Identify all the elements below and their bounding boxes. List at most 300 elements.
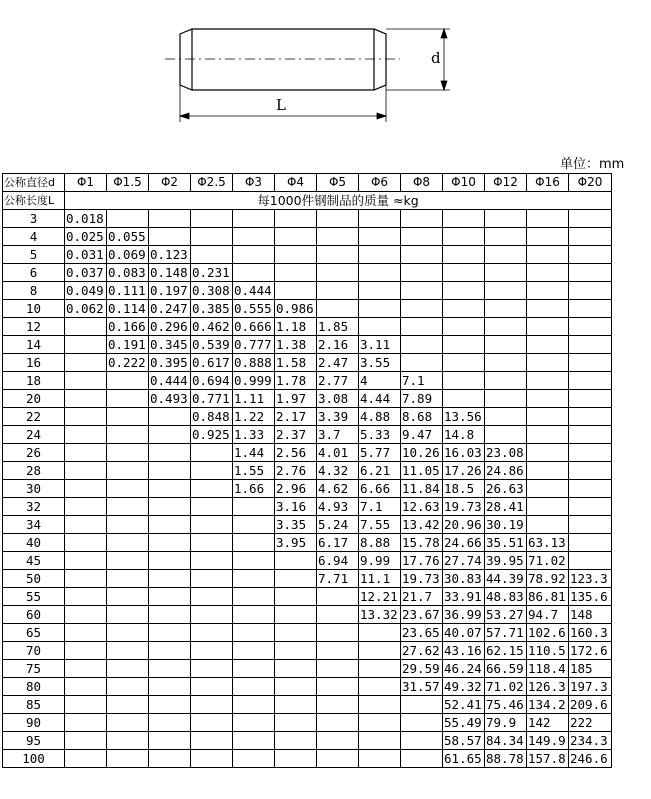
mass-cell [191, 228, 233, 246]
mass-cell [275, 282, 317, 300]
mass-cell [233, 696, 275, 714]
mass-cell [569, 534, 612, 552]
mass-cell [65, 552, 107, 570]
mass-cell: 2.16 [317, 336, 359, 354]
mass-cell: 27.62 [401, 642, 443, 660]
mass-cell: 43.16 [443, 642, 485, 660]
length-cell: 10 [3, 300, 65, 318]
mass-cell [233, 228, 275, 246]
mass-cell: 0.925 [191, 426, 233, 444]
mass-cell: 55.49 [443, 714, 485, 732]
mass-cell: 126.3 [527, 678, 569, 696]
mass-cell: 0.114 [107, 300, 149, 318]
mass-cell: 2.17 [275, 408, 317, 426]
mass-cell: 36.99 [443, 606, 485, 624]
mass-cell: 71.02 [527, 552, 569, 570]
mass-cell [65, 678, 107, 696]
mass-cell: 0.444 [233, 282, 275, 300]
unit-label: 单位：mm [560, 157, 625, 172]
mass-cell [275, 642, 317, 660]
mass-cell [359, 210, 401, 228]
mass-cell: 5.33 [359, 426, 401, 444]
mass-cell [149, 426, 191, 444]
mass-cell: 0.308 [191, 282, 233, 300]
table-row [3, 552, 612, 570]
mass-cell [527, 264, 569, 282]
mass-cell [107, 624, 149, 642]
mass-cell: 31.57 [401, 678, 443, 696]
mass-cell [65, 390, 107, 408]
mass-cell [191, 588, 233, 606]
mass-cell [401, 750, 443, 768]
mass-cell: 246.6 [569, 750, 612, 768]
table-row [3, 246, 612, 264]
mass-cell: 30.19 [485, 516, 527, 534]
mass-cell: 222 [569, 714, 612, 732]
mass-cell [527, 246, 569, 264]
mass-cell: 75.46 [485, 696, 527, 714]
table-row [3, 516, 612, 534]
mass-cell: 1.97 [275, 390, 317, 408]
mass-cell [443, 246, 485, 264]
mass-cell [233, 660, 275, 678]
mass-cell: 14.8 [443, 426, 485, 444]
mass-cell [443, 318, 485, 336]
mass-cell [191, 444, 233, 462]
length-cell: 22 [3, 408, 65, 426]
mass-cell [233, 606, 275, 624]
mass-cell: 23.67 [401, 606, 443, 624]
length-cell: 80 [3, 678, 65, 696]
mass-cell [359, 300, 401, 318]
mass-cell: 172.6 [569, 642, 612, 660]
mass-cell [107, 732, 149, 750]
table-row [3, 714, 612, 732]
mass-cell [191, 732, 233, 750]
table-row [3, 642, 612, 660]
mass-cell: 142 [527, 714, 569, 732]
mass-cell [527, 516, 569, 534]
mass-cell [107, 570, 149, 588]
mass-cell [65, 588, 107, 606]
mass-cell [317, 750, 359, 768]
mass-cell: 24.66 [443, 534, 485, 552]
mass-cell [569, 498, 612, 516]
mass-cell [401, 264, 443, 282]
mass-cell [107, 426, 149, 444]
mass-cell [233, 498, 275, 516]
mass-cell: 4 [359, 372, 401, 390]
mass-cell [485, 408, 527, 426]
mass-cell: 79.9 [485, 714, 527, 732]
diameter-header: Φ4 [275, 174, 317, 192]
mass-cell: 0.539 [191, 336, 233, 354]
mass-cell [443, 354, 485, 372]
mass-cell [443, 210, 485, 228]
mass-cell: 21.7 [401, 588, 443, 606]
mass-cell [317, 246, 359, 264]
mass-cell [527, 462, 569, 480]
mass-cell [527, 408, 569, 426]
table-row [3, 210, 612, 228]
mass-cell [191, 660, 233, 678]
mass-cell [233, 624, 275, 642]
pin-body [180, 29, 386, 90]
table-row [3, 732, 612, 750]
mass-cell: 1.18 [275, 318, 317, 336]
length-cell: 4 [3, 228, 65, 246]
mass-cell [233, 570, 275, 588]
mass-cell [149, 210, 191, 228]
mass-cell [233, 732, 275, 750]
mass-cell: 185 [569, 660, 612, 678]
mass-cell: 39.95 [485, 552, 527, 570]
mass-cell: 2.77 [317, 372, 359, 390]
mass-cell [107, 210, 149, 228]
mass-cell [527, 426, 569, 444]
mass-cell [527, 228, 569, 246]
mass-cell [569, 462, 612, 480]
mass-cell [275, 570, 317, 588]
mass-cell: 5.77 [359, 444, 401, 462]
mass-cell: 62.15 [485, 642, 527, 660]
mass-cell [401, 300, 443, 318]
mass-cell: 4.88 [359, 408, 401, 426]
diameter-label: d [431, 49, 441, 67]
mass-cell: 2.37 [275, 426, 317, 444]
mass-cell [149, 408, 191, 426]
mass-cell [485, 354, 527, 372]
header-row [3, 174, 612, 192]
mass-cell: 44.39 [485, 570, 527, 588]
mass-cell: 3.39 [317, 408, 359, 426]
mass-cell [527, 318, 569, 336]
mass-cell [569, 336, 612, 354]
mass-cell [569, 300, 612, 318]
table-row [3, 444, 612, 462]
mass-cell [317, 696, 359, 714]
mass-cell [317, 228, 359, 246]
mass-cell: 0.231 [191, 264, 233, 282]
mass-cell: 0.345 [149, 336, 191, 354]
mass-cell [191, 750, 233, 768]
mass-cell [65, 372, 107, 390]
mass-cell [317, 624, 359, 642]
mass-cell: 17.26 [443, 462, 485, 480]
mass-cell [107, 408, 149, 426]
table-row [3, 300, 612, 318]
mass-cell [191, 246, 233, 264]
length-cell: 70 [3, 642, 65, 660]
length-cell: 32 [3, 498, 65, 516]
mass-cell: 3.16 [275, 498, 317, 516]
mass-cell: 1.55 [233, 462, 275, 480]
mass-cell: 3.95 [275, 534, 317, 552]
mass-cell: 66.59 [485, 660, 527, 678]
mass-cell: 118.4 [527, 660, 569, 678]
mass-cell [569, 354, 612, 372]
mass-cell [191, 624, 233, 642]
length-cell: 75 [3, 660, 65, 678]
corner-label: 公称直径d [3, 174, 65, 192]
length-cell: 3 [3, 210, 65, 228]
mass-cell: 9.47 [401, 426, 443, 444]
mass-cell [569, 210, 612, 228]
mass-cell [569, 516, 612, 534]
mass-cell [359, 282, 401, 300]
mass-cell: 0.123 [149, 246, 191, 264]
mass-cell [149, 678, 191, 696]
mass-cell: 0.222 [107, 354, 149, 372]
mass-cell [485, 390, 527, 408]
mass-cell [401, 210, 443, 228]
mass-cell: 0.055 [107, 228, 149, 246]
mass-cell: 134.2 [527, 696, 569, 714]
mass-cell [401, 228, 443, 246]
length-cell: 60 [3, 606, 65, 624]
mass-cell: 3.55 [359, 354, 401, 372]
length-cell: 55 [3, 588, 65, 606]
mass-cell [107, 516, 149, 534]
mass-cell [485, 336, 527, 354]
mass-cell [107, 696, 149, 714]
mass-cell [233, 714, 275, 732]
mass-cell: 1.44 [233, 444, 275, 462]
mass-cell [149, 606, 191, 624]
mass-cell: 0.111 [107, 282, 149, 300]
mass-cell: 6.21 [359, 462, 401, 480]
mass-cell [65, 480, 107, 498]
diameter-header: Φ8 [401, 174, 443, 192]
mass-cell [149, 480, 191, 498]
mass-cell [149, 516, 191, 534]
mass-cell: 4.62 [317, 480, 359, 498]
mass-cell [401, 282, 443, 300]
mass-cell: 3.35 [275, 516, 317, 534]
length-cell: 16 [3, 354, 65, 372]
mass-cell [527, 336, 569, 354]
mass-cell: 49.32 [443, 678, 485, 696]
pin-drawing [0, 0, 651, 150]
mass-cell: 7.55 [359, 516, 401, 534]
mass-cell [275, 624, 317, 642]
table-row [3, 480, 612, 498]
mass-cell: 57.71 [485, 624, 527, 642]
mass-cell: 0.666 [233, 318, 275, 336]
mass-cell [233, 246, 275, 264]
length-cell: 85 [3, 696, 65, 714]
length-cell: 6 [3, 264, 65, 282]
length-cell: 40 [3, 534, 65, 552]
diameter-header: Φ2 [149, 174, 191, 192]
mass-cell [149, 660, 191, 678]
mass-cell: 78.92 [527, 570, 569, 588]
mass-cell: 27.74 [443, 552, 485, 570]
mass-cell [65, 426, 107, 444]
mass-cell [485, 318, 527, 336]
mass-cell [569, 264, 612, 282]
length-cell: 5 [3, 246, 65, 264]
diameter-header: Φ3 [233, 174, 275, 192]
mass-cell: 30.83 [443, 570, 485, 588]
mass-cell [65, 660, 107, 678]
diameter-header: Φ16 [527, 174, 569, 192]
mass-cell [107, 552, 149, 570]
mass-cell: 0.999 [233, 372, 275, 390]
mass-cell [317, 210, 359, 228]
mass-cell [107, 480, 149, 498]
length-cell: 30 [3, 480, 65, 498]
mass-cell [65, 570, 107, 588]
mass-cell [527, 444, 569, 462]
mass-cell [149, 228, 191, 246]
length-cell: 8 [3, 282, 65, 300]
diameter-header: Φ5 [317, 174, 359, 192]
mass-cell: 0.385 [191, 300, 233, 318]
mass-cell [107, 498, 149, 516]
mass-cell [149, 462, 191, 480]
length-label: L [276, 96, 286, 114]
mass-cell [65, 408, 107, 426]
length-cell: 14 [3, 336, 65, 354]
mass-cell [317, 642, 359, 660]
mass-cell [317, 660, 359, 678]
mass-cell: 6.17 [317, 534, 359, 552]
mass-cell [65, 318, 107, 336]
mass-cell [233, 552, 275, 570]
mass-cell [107, 678, 149, 696]
mass-cell [65, 534, 107, 552]
mass-cell [149, 498, 191, 516]
length-cell: 20 [3, 390, 65, 408]
mass-cell [107, 372, 149, 390]
mass-cell [569, 552, 612, 570]
mass-cell: 0.037 [65, 264, 107, 282]
mass-cell: 8.68 [401, 408, 443, 426]
mass-cell [275, 228, 317, 246]
mass-cell: 4.44 [359, 390, 401, 408]
mass-cell: 197.3 [569, 678, 612, 696]
mass-cell: 71.02 [485, 678, 527, 696]
mass-cell [527, 390, 569, 408]
mass-cell: 3.7 [317, 426, 359, 444]
mass-cell [107, 750, 149, 768]
mass-cell: 4.32 [317, 462, 359, 480]
mass-cell [65, 444, 107, 462]
length-cell: 45 [3, 552, 65, 570]
mass-cell: 0.617 [191, 354, 233, 372]
mass-cell [149, 750, 191, 768]
mass-cell [65, 498, 107, 516]
mass-cell: 40.07 [443, 624, 485, 642]
mass-cell: 18.5 [443, 480, 485, 498]
mass-cell: 4.01 [317, 444, 359, 462]
mass-cell: 94.7 [527, 606, 569, 624]
mass-cell [149, 444, 191, 462]
mass-cell: 0.888 [233, 354, 275, 372]
mass-cell [107, 714, 149, 732]
mass-cell [149, 624, 191, 642]
mass-cell [107, 390, 149, 408]
mass-cell [191, 462, 233, 480]
mass-cell: 63.13 [527, 534, 569, 552]
mass-cell [191, 498, 233, 516]
length-cell: 65 [3, 624, 65, 642]
mass-cell: 0.694 [191, 372, 233, 390]
mass-cell [65, 336, 107, 354]
mass-cell: 58.57 [443, 732, 485, 750]
table-caption: 每1000件钢制品的质量 ≈kg [65, 192, 612, 210]
mass-cell [401, 318, 443, 336]
mass-cell: 2.56 [275, 444, 317, 462]
mass-cell [317, 264, 359, 282]
length-cell: 90 [3, 714, 65, 732]
mass-cell [485, 246, 527, 264]
mass-cell: 6.94 [317, 552, 359, 570]
mass-cell [107, 444, 149, 462]
mass-cell [275, 264, 317, 282]
mass-cell [443, 372, 485, 390]
table-row [3, 264, 612, 282]
mass-cell: 29.59 [401, 660, 443, 678]
mass-cell [569, 480, 612, 498]
mass-cell [359, 696, 401, 714]
mass-cell [233, 516, 275, 534]
mass-cell: 0.555 [233, 300, 275, 318]
mass-cell [317, 588, 359, 606]
mass-cell [359, 678, 401, 696]
mass-cell [191, 480, 233, 498]
mass-cell [191, 210, 233, 228]
diameter-header: Φ12 [485, 174, 527, 192]
mass-cell: 13.56 [443, 408, 485, 426]
mass-cell [443, 300, 485, 318]
length-cell: 100 [3, 750, 65, 768]
mass-cell [275, 552, 317, 570]
mass-cell: 13.32 [359, 606, 401, 624]
mass-cell: 0.191 [107, 336, 149, 354]
mass-cell [149, 696, 191, 714]
table-row [3, 588, 612, 606]
mass-cell [569, 246, 612, 264]
mass-cell: 0.395 [149, 354, 191, 372]
mass-cell [149, 732, 191, 750]
mass-cell [191, 714, 233, 732]
table-row [3, 354, 612, 372]
mass-cell [65, 714, 107, 732]
mass-cell [149, 570, 191, 588]
mass-cell: 7.1 [401, 372, 443, 390]
diameter-header: Φ6 [359, 174, 401, 192]
mass-cell: 0.049 [65, 282, 107, 300]
mass-cell [233, 678, 275, 696]
table-row [3, 462, 612, 480]
mass-cell [191, 696, 233, 714]
mass-cell: 12.21 [359, 588, 401, 606]
mass-cell: 61.65 [443, 750, 485, 768]
mass-cell [569, 372, 612, 390]
mass-cell: 2.76 [275, 462, 317, 480]
mass-cell: 5.24 [317, 516, 359, 534]
mass-cell [275, 696, 317, 714]
length-cell: 34 [3, 516, 65, 534]
mass-cell [359, 228, 401, 246]
mass-cell [317, 606, 359, 624]
mass-cell: 84.34 [485, 732, 527, 750]
mass-cell: 160.3 [569, 624, 612, 642]
mass-table [2, 173, 612, 768]
mass-cell: 28.41 [485, 498, 527, 516]
